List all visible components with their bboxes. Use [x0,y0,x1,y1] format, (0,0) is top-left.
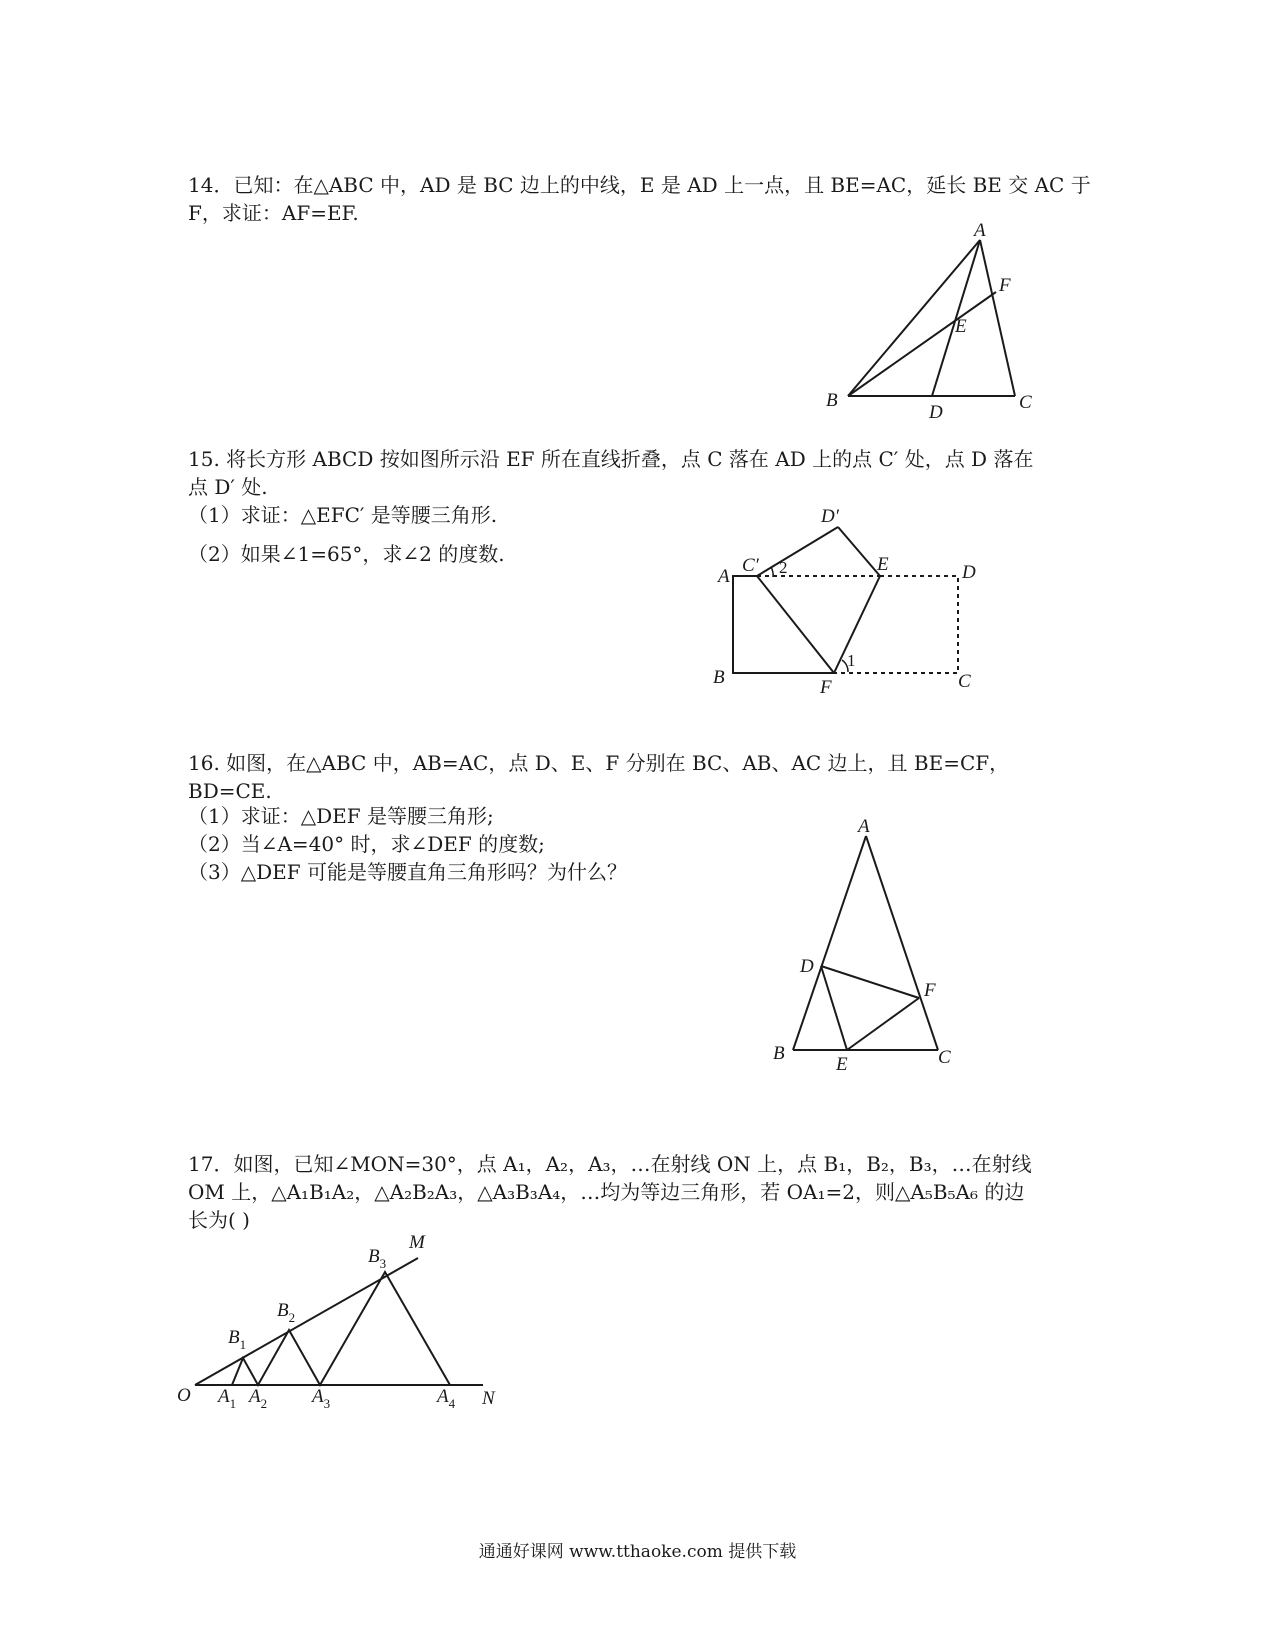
segment-ef [847,998,919,1050]
segment-cprime-f [757,576,834,673]
problem-16-q1: （1）求证：△DEF 是等腰三角形; [188,804,494,828]
label-a4: $A_4$ [437,1386,456,1411]
problem-15-line-1: 15. 将长方形 ABCD 按如图所示沿 EF 所在直线折叠，点 C 落在 AD 上的点 C′ 处，点 D 落在 [188,447,1034,471]
label-a2: $A_2$ [249,1386,268,1411]
problem-17-line-1: 17．如图，已知∠MON=30°，点 A₁，A₂，A₃，…在射线 ON 上，点 B₁，B₂，B₃，…在射线 [188,1152,1032,1176]
label-f: F [924,980,936,1001]
ray-om [195,1258,418,1385]
problem-16-q2: （2）当∠A=40° 时，求∠DEF 的度数; [188,832,545,856]
rect-left-sides [733,576,834,673]
segment-ac [980,240,1015,396]
label-a: A [974,220,986,241]
label-a1: $A_1$ [218,1386,237,1411]
segment-ac [866,836,938,1050]
label-d: D [929,402,943,423]
figure-17-equilateral-chain [170,1225,510,1420]
label-e: E [836,1054,848,1075]
label-d: D [800,956,814,977]
angle-2-arc [771,567,773,577]
figure-16-isosceles-triangle [765,810,970,1075]
segment-dprime-e [838,527,880,576]
label-b3: $B_3$ [368,1246,387,1271]
figure-15-folded-rectangle [705,500,990,700]
segment-ab [793,836,866,1050]
label-e: E [877,554,889,575]
problem-17-line-2: OM 上，△A₁B₁A₂，△A₂B₂A₃，△A₃B₃A₄，…均为等边三角形，若 OA₁=2，则△A₅B₅A₆ 的边 [188,1180,1025,1204]
zigzag-triangles [232,1272,450,1385]
label-a: A [718,566,730,587]
label-d-prime: D′ [821,506,839,527]
label-b: B [826,390,838,411]
segment-df [821,966,919,998]
label-b: B [713,667,725,688]
label-angle-2: 2 [779,558,788,577]
footer-download-note: 通通好课网 www.tthaoke.com 提供下载 [478,1542,797,1562]
label-c: C [958,671,971,692]
problem-14-line-1: 14．已知：在△ABC 中，AD 是 BC 边上的中线，E 是 AD 上一点，且 BE=AC，延长 BE 交 AC 于 [188,173,1091,197]
problem-15-line-2: 点 D′ 处. [188,475,268,499]
label-o: O [177,1385,191,1406]
segment-e-f [834,576,880,673]
segment-de [821,966,847,1050]
label-b1: $B_1$ [228,1327,247,1352]
label-f: F [820,677,832,698]
label-angle-1: 1 [847,651,856,670]
segment-cprime-dprime [757,527,838,576]
label-m: M [409,1232,425,1253]
figure-14-triangle [820,215,1050,430]
problem-16-line-1: 16. 如图，在△ABC 中，AB=AC，点 D、E、F 分别在 BC、AB、AC 边上，且 BE=CF， [188,751,1010,775]
label-c-prime: C′ [742,555,759,576]
label-b2: $B_2$ [277,1300,296,1325]
label-b: B [773,1043,785,1064]
problem-16-q3: （3）△DEF 可能是等腰直角三角形吗？为什么？ [188,860,627,884]
problem-15-q1: （1）求证：△EFC′ 是等腰三角形. [188,503,498,527]
label-a3: $A_3$ [312,1386,331,1411]
label-e: E [955,316,967,337]
problem-15-q2: （2）如果∠1=65°，求∠2 的度数. [188,542,505,566]
label-c: C [938,1047,951,1068]
label-f: F [999,275,1011,296]
label-d: D [962,562,976,583]
label-n: N [482,1388,495,1409]
label-a: A [858,816,870,837]
problem-16-line-2: BD=CE. [188,779,272,803]
problem-14-line-2: F，求证：AF=EF. [188,201,359,225]
label-c: C [1019,392,1032,413]
problem-17-line-3: 长为( ) [188,1208,250,1232]
